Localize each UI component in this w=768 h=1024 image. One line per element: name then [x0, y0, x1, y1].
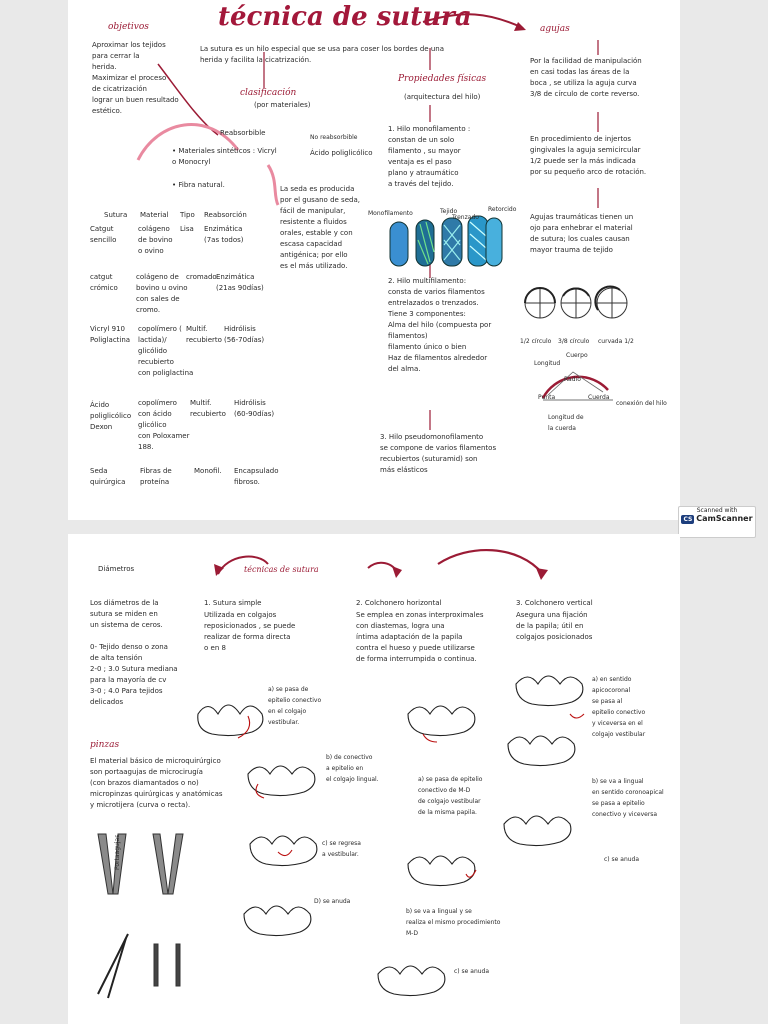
table-header-material: Material: [140, 211, 169, 219]
table-cell: Monofil.: [194, 467, 222, 475]
table-cell: copolímero ( lactida)/ glicólido recubierto con poliglactina: [138, 325, 194, 377]
pinzas-body: El material básico de microquirúrgico son portaagujas de microcirugía (con brazos diamantados o no) micropinzas quirúrgicas y anatómicas y microtijera (curva o recta).: [90, 757, 223, 809]
vertical-body: Asegura una fijación de la papila; útil en colgajos posicionados: [516, 611, 593, 641]
portaagujas-label: Portaagujas: [114, 834, 121, 870]
notes-page-2: [68, 534, 680, 1024]
agujas-p3: Agujas traumáticas tienen un ojo para enhebrar el material de sutura; los cuales causan mayor trauma de tejido: [530, 213, 634, 254]
table-cell: Fibras de proteína: [140, 467, 172, 486]
diametros-body: Los diámetros de la sutura se miden en un sistema de ceros. 0- Tejido denso o zona de alta tensión 2-0 ; 3.0 Sutura mediana para la mayoría de cv 3-0 ; 4.0 Para tejidos delicados: [90, 599, 178, 706]
acido-label: Ácido poliglicólico: [310, 149, 373, 157]
vertical-step-c: c) se anuda: [604, 856, 640, 863]
monofilamento-text: 1. Hilo monofilamento : constan de un solo filamento , su mayor ventaja es el paso plano y atraumático a través del tejido.: [388, 125, 471, 188]
diametros-heading: Diámetros: [98, 565, 135, 573]
page-title: técnica de sutura: [218, 2, 472, 32]
pinzas-heading: pinzas: [90, 740, 120, 750]
portaagujas-drawing: [98, 834, 183, 998]
simple-step-a: a) se pasa de epitelio conectivo en el colgajo vestibular.: [268, 686, 322, 726]
reabsorbible-label: Reabsorbible: [220, 129, 266, 137]
clasificacion-heading: clasificación: [240, 88, 297, 98]
teeth-sketches: [198, 676, 584, 996]
label-monofilamento: Monofilamento: [368, 210, 413, 217]
simple-step-b: b) de conectivo a epitelio en el colgajo lingual.: [326, 754, 379, 783]
table-header-reabsorcion: Reabsorción: [204, 211, 247, 219]
fibra-text: • Fibra natural.: [172, 181, 225, 189]
horizontal-step-c: c) se anuda: [454, 968, 490, 975]
needle-label: Punta: [538, 394, 556, 401]
clasificacion-sub: (por materiales): [254, 101, 311, 109]
needle-circles: [525, 286, 627, 318]
table-cell: Seda quirúrgica: [90, 467, 126, 486]
needle-label: Cuerda: [588, 394, 610, 401]
seda-text: La seda es producida por el gusano de seda, fácil de manipular, resistente a fluidos orales, estable y con escasa capacidad antigénica; por ello es el más utilizado.: [280, 185, 360, 270]
no-reabsorbible-label: No reabsorbible: [310, 134, 358, 141]
table-cell: catgut crómico: [90, 273, 118, 292]
propiedades-heading: Propiedades físicas: [398, 74, 487, 84]
table-cell: Lisa: [180, 225, 194, 233]
needle-label: Radio: [564, 376, 581, 383]
sinteticos-text: • Materiales sintéticos : Vicryl o Monocryl: [172, 147, 277, 166]
needle-label: Longitud de la cuerda: [548, 414, 584, 432]
table-cell: colágeno de bovino o ovino: [138, 225, 173, 255]
propiedades-sub: (arquitectura del hilo): [404, 93, 481, 101]
needle-label: Cuerpo: [566, 352, 588, 359]
vertical-step-b: b) se va a lingual en sentido coronoapical se pasa a epitelio conectivo y viceversa: [592, 778, 664, 818]
simple-heading: 1. Sutura simple: [204, 599, 262, 607]
agujas-heading: agujas: [540, 24, 570, 34]
multifilamento-text: 2. Hilo multifilamento: consta de varios filamentos entrelazados o trenzados. Tiene 3 componentes: Alma del hilo (compuesta por filamentos) filamento único o bien Haz de filamentos alrededor del alma.: [388, 277, 492, 373]
table-cell: Hidrólisis (56-70días): [224, 325, 265, 344]
horizontal-heading: 2. Colchonero horizontal: [356, 599, 442, 607]
needle-label: Longitud: [534, 360, 561, 367]
camscanner-name: CamScanner: [696, 514, 753, 523]
table-header-tipo: Tipo: [180, 211, 195, 219]
scanned-with-text: Scanned with: [696, 507, 738, 514]
table-cell: Encapsulado fibroso.: [234, 467, 279, 486]
simple-step-c: c) se regresa a vestibular.: [322, 840, 361, 858]
pseudomonofilamento-text: 3. Hilo pseudomonofilamento se compone de varios filamentos recubiertos (suturamid) son más elásticos: [380, 433, 497, 474]
thread-types-illustration: [390, 216, 502, 266]
circle-label: 3/8 círculo: [558, 338, 590, 345]
needle-label: conexión del hilo: [616, 400, 667, 407]
camscanner-logo-icon: CS: [683, 516, 693, 523]
horizontal-step-b: b) se va a lingual y se realiza el mismo procedimiento M-D: [406, 908, 501, 937]
table-cell: Hidrólisis (60-90días): [234, 399, 275, 418]
label-retorcido: Retorcido: [488, 206, 517, 213]
vertical-heading: 3. Colchonero vertical: [516, 599, 593, 607]
circle-label: 1/2 círculo: [520, 338, 552, 345]
objetivos-heading: objetivos: [108, 22, 149, 32]
tecnicas-heading: técnicas de sutura: [244, 565, 319, 574]
table-cell: Enzimática (21as 90días): [216, 273, 264, 292]
horizontal-body: Se emplea en zonas interproximales con diastemas, logra una íntima adaptación de la papila contra el hueso y puede utilizarse de forma interrumpida o continua.: [356, 611, 484, 663]
intro-text: La sutura es un hilo especial que se usa para coser los bordes de una herida y facilita la cicatrización.: [200, 45, 444, 64]
table-cell: copolímero con ácido glicólico con Poloxamer 188.: [138, 399, 190, 451]
table-cell: cromado: [186, 273, 217, 281]
label-trenzado: Trenzado: [452, 214, 479, 221]
agujas-p2: En procedimiento de injertos gingivales la aguja semicircular 1/2 puede ser la más indicada por su pequeño arco de rotación.: [530, 135, 647, 176]
table-cell: colágeno de bovino u ovino con sales de cromo.: [136, 273, 188, 314]
table-cell: Ácido poliglicólico Dexon: [90, 401, 132, 431]
objetivos-body: Aproximar los tejidos para cerrar la herida. Maximizar el proceso de cicatrización lograr un buen resultado estético.: [92, 41, 179, 115]
simple-step-d: D) se anuda: [314, 898, 351, 905]
table-cell: Multif. recubierto: [190, 399, 226, 418]
horizontal-step-a: a) se pasa de epitelio conectivo de M-D de colgajo vestibular de la misma papila.: [418, 776, 483, 816]
table-cell: Enzimática (7as todos): [204, 225, 244, 244]
label-tejido: Tejido: [440, 208, 458, 215]
notes-page-1: [68, 0, 680, 520]
circle-label: curvada 1/2: [598, 338, 634, 345]
vertical-step-a: a) en sentido apicocoronal se pasa al epitelio conectivo y viceversa en el colgajo vestibular: [592, 676, 646, 738]
table-cell: Catgut sencillo: [90, 225, 117, 244]
camscanner-badge: [678, 506, 756, 538]
simple-body: Utilizada en colgajos reposicionados , se puede realizar de forma directa o en 8: [204, 611, 296, 652]
table-cell: Multif. recubierto: [186, 325, 222, 344]
agujas-p1: Por la facilidad de manipulación en casi todas las áreas de la boca , se utiliza la aguja curva 3/8 de círculo de corte reverso.: [530, 57, 642, 98]
table-header-sutura: Sutura: [104, 211, 128, 219]
table-cell: Vicryl 910 Poliglactina: [90, 325, 131, 344]
